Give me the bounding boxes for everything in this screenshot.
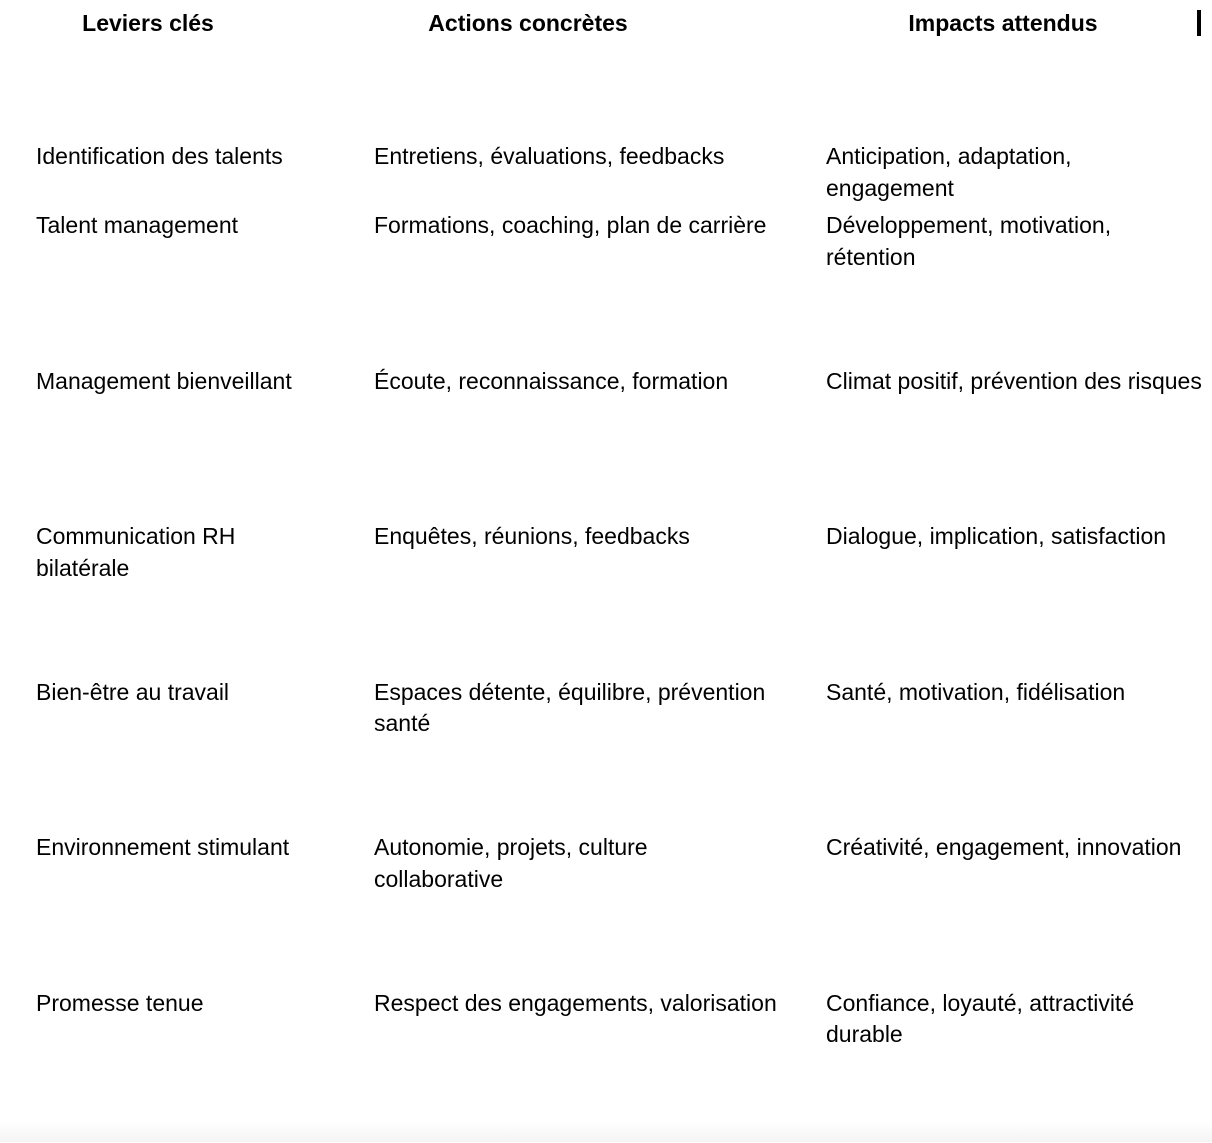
table-row [0,55,1212,210]
action-cell: Respect des engagements, valorisation [338,988,790,1143]
impact-cell: Anticipation, adaptation, engagement [790,55,1212,210]
table-header-row [0,0,1212,55]
table-row [0,366,1212,522]
text-cursor [1197,10,1201,36]
header-impacts: Impacts attendus [790,0,1212,55]
impact-cell: Développement, motivation, rétention [790,210,1212,366]
impact-cell: Climat positif, prévention des risques [790,366,1212,522]
lever-cell: Environnement stimulant [0,832,338,988]
scroll-fade [0,1122,1212,1142]
lever-cell: Identification des talents [0,55,338,210]
impact-cell: Créativité, engagement, innovation [790,832,1212,988]
header-actions: Actions concrètes [338,0,790,55]
table-row [0,832,1212,988]
lever-cell: Communication RH bilatérale [0,521,338,677]
table-row [0,988,1212,1143]
action-cell: Écoute, reconnaissance, formation [338,366,790,522]
table-row [0,521,1212,677]
lever-cell: Bien-être au travail [0,677,338,833]
action-cell: Formations, coaching, plan de carrière [338,210,790,366]
action-cell: Autonomie, projets, culture collaborative [338,832,790,988]
action-cell: Entretiens, évaluations, feedbacks [338,55,790,210]
table-row [0,677,1212,833]
lever-cell: Promesse tenue [0,988,338,1143]
action-cell: Espaces détente, équilibre, prévention santé [338,677,790,833]
lever-cell: Talent management [0,210,338,366]
impact-cell: Confiance, loyauté, attractivité durable [790,988,1212,1143]
header-levers: Leviers clés [0,0,338,55]
lever-cell: Management bienveillant [0,366,338,522]
table-row [0,210,1212,366]
impact-cell: Dialogue, implication, satisfaction [790,521,1212,677]
action-cell: Enquêtes, réunions, feedbacks [338,521,790,677]
impact-cell: Santé, motivation, fidélisation [790,677,1212,833]
